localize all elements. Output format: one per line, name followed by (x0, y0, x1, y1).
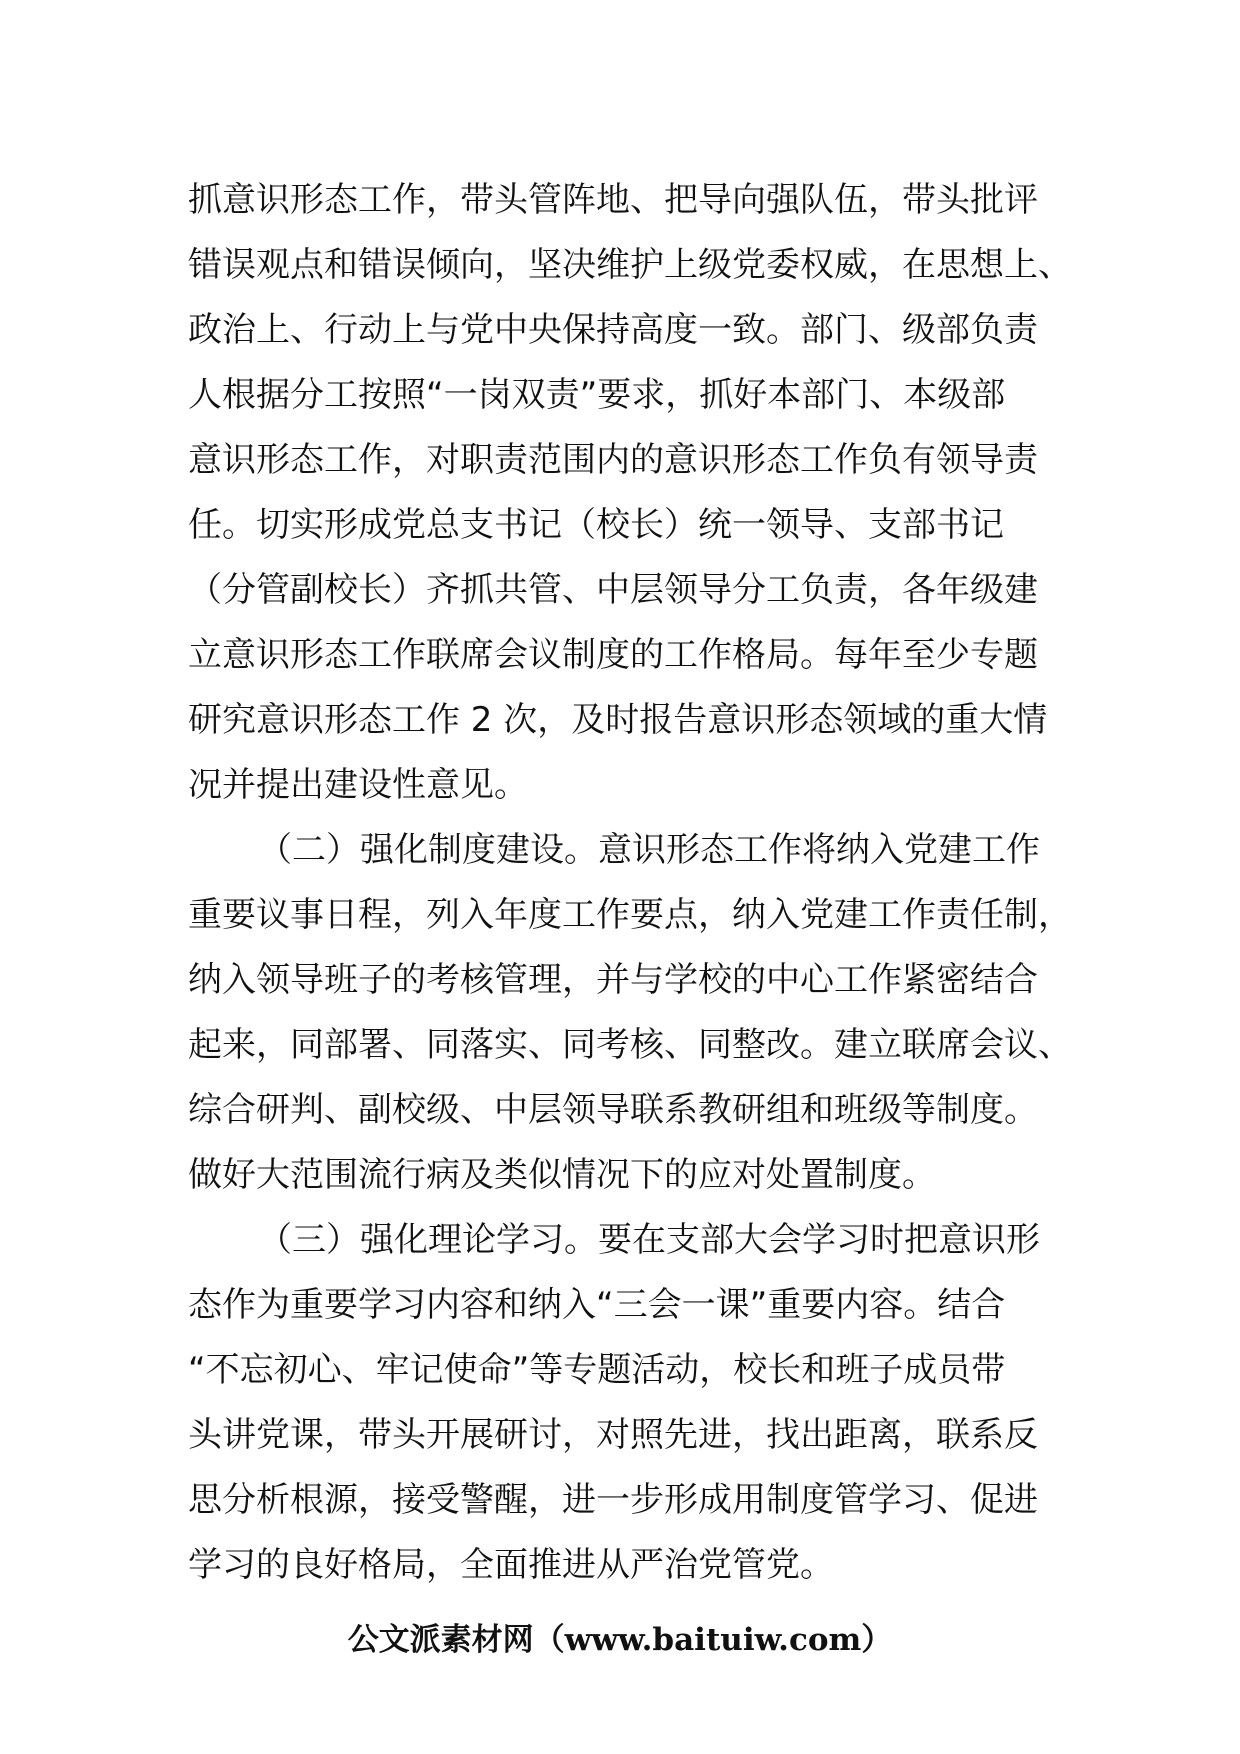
section-heading-3-line: （三）强化理论学习。要在支部大会学习时把意识形 (258, 1220, 1040, 1260)
text-line-15: 综合研判、副校级、中层领导联系教研组和班级等制度。 (188, 1090, 1038, 1130)
text-line-5: 意识形态工作，对职责范围内的意识形态工作负有领导责 (188, 440, 1038, 480)
text-line-21: 思分析根源，接受警醒，进一步形成用制度管学习、促进 (188, 1480, 1038, 1520)
text-line-6: 任。切实形成党总支书记（校长）统一领导、支部书记 (188, 505, 1004, 545)
text-line-20: 头讲党课，带头开展研讨，对照先进，找出距离，联系反 (188, 1415, 1038, 1455)
text-line-1: 抓意识形态工作，带头管阵地、把导向强队伍，带头批评 (188, 180, 1038, 220)
text-line-3: 政治上、行动上与党中央保持高度一致。部门、级部负责 (188, 310, 1038, 350)
text-line-22: 学习的良好格局，全面推进从严治党管党。 (188, 1545, 834, 1585)
text-line-8: 立意识形态工作联席会议制度的工作格局。每年至少专题 (188, 635, 1038, 675)
text-line-19: “不忘初心、牢记使命”等专题活动，校长和班子成员带 (188, 1350, 1006, 1390)
text-line-4: 人根据分工按照“一岗双责”要求，抓好本部门、本级部 (188, 375, 1006, 415)
section-heading-2-line: （二）强化制度建设。意识形态工作将纳入党建工作 (258, 830, 1040, 870)
text-line-14: 起来，同部署、同落实、同考核、同整改。建立联席会议、 (188, 1025, 1072, 1065)
text-line-18: 态作为重要学习内容和纳入“三会一课”重要内容。结合 (188, 1285, 1006, 1325)
footer-watermark: 公文派素材网（www.baituiw.com） (347, 1622, 893, 1658)
text-line-13: 纳入领导班子的考核管理，并与学校的中心工作紧密结合 (188, 960, 1038, 1000)
text-line-12: 重要议事日程，列入年度工作要点，纳入党建工作责任制， (188, 895, 1072, 935)
text-line-10: 况并提出建设性意见。 (188, 765, 528, 805)
text-line-9: 研究意识形态工作 2 次，及时报告意识形态领域的重大情 (188, 700, 1048, 740)
text-line-2: 错误观点和错误倾向，坚决维护上级党委权威，在思想上、 (188, 245, 1072, 285)
text-line-16: 做好大范围流行病及类似情况下的应对处置制度。 (188, 1155, 936, 1195)
text-line-7: （分管副校长）齐抓共管、中层领导分工负责，各年级建 (188, 570, 1038, 610)
document-body (188, 168, 1072, 1598)
